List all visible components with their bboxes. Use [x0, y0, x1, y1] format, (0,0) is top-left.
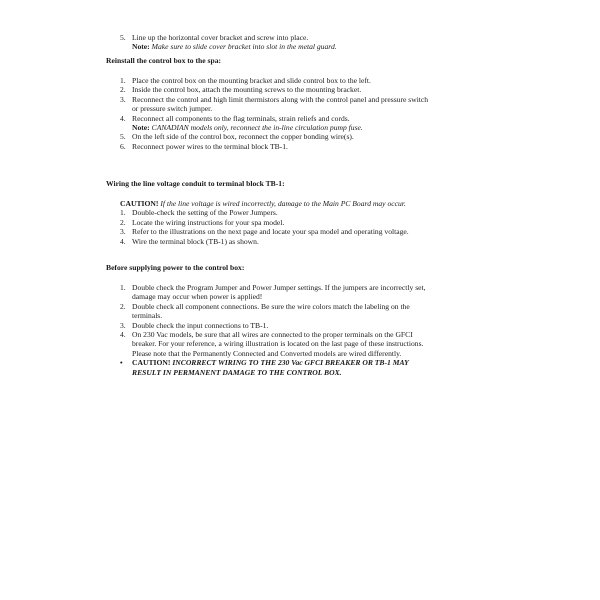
- list-item: [120, 208, 520, 217]
- item-number: 4.: [120, 236, 126, 246]
- item-text: Reconnect the control and high limit thermistors along with the control panel and pressure switch: [132, 94, 429, 104]
- item-text: Locate the wiring instructions for your spa model.: [132, 217, 285, 227]
- list-item: [120, 237, 520, 246]
- list-item: [120, 33, 520, 52]
- item-text: Double check the Program Jumper and Power Jumper settings. If the jumpers are incorrectly set,: [132, 283, 426, 292]
- item-number: 6.: [120, 141, 126, 151]
- step-5-block: [120, 33, 520, 52]
- item-text: On 230 Vac models, be sure that all wires are connected to the proper terminals on the GFCI: [132, 330, 413, 340]
- item-number: 2.: [120, 217, 126, 227]
- list-item: [120, 142, 520, 151]
- item-text-cont: or pressure switch jumper.: [132, 104, 213, 114]
- note-label: Note:: [132, 123, 150, 133]
- item-number: 2.: [120, 301, 126, 311]
- wiring-block: [120, 199, 520, 246]
- section-heading-reinstall: Reinstall the control box to the spa:: [106, 56, 222, 65]
- before-list: [120, 283, 520, 377]
- reinstall-list: [120, 76, 520, 151]
- list-item: [120, 132, 520, 141]
- item-text: Double-check the setting of the Power Jumpers.: [132, 208, 278, 218]
- list-item: [120, 76, 520, 85]
- list-item: [120, 95, 520, 114]
- item-text: Double check all component connections. Be sure the wire colors match the labeling on the: [132, 301, 410, 311]
- note-line: [132, 42, 520, 51]
- item-number: 1.: [120, 76, 126, 85]
- item-text: On the left side of the control box, reconnect the copper bonding wire(s).: [132, 132, 354, 142]
- section-heading-before: Before supplying power to the control box:: [106, 263, 245, 272]
- item-number: 5.: [120, 33, 126, 42]
- item-text: Inside the control box, attach the mounting screws to the mounting bracket.: [132, 85, 362, 95]
- note-line: [132, 123, 520, 132]
- caution-line: [120, 199, 520, 208]
- item-text-cont: breaker. For your reference, a wiring illustration is located on the last page of these instructions.: [132, 339, 424, 349]
- item-text: Wire the terminal block (TB-1) as shown.: [132, 236, 259, 246]
- item-text-cont: Please note that the Permanently Connected and Converted models are wired differently.: [132, 348, 402, 358]
- list-item: [120, 321, 520, 330]
- list-item: [120, 283, 520, 302]
- section-heading-wiring: Wiring the line voltage conduit to terminal block TB-1:: [106, 179, 285, 188]
- caution-label: CAUTION!: [120, 199, 159, 208]
- item-number: 1.: [120, 283, 126, 292]
- item-number: 3.: [120, 227, 126, 237]
- caution-bullet-item: [120, 358, 520, 377]
- item-number: 4.: [120, 330, 126, 340]
- list-item: [120, 218, 520, 227]
- note-text: CANADIAN models only, reconnect the in-line circulation pump fuse.: [151, 123, 363, 133]
- item-text: Reconnect all components to the flag terminals, strain reliefs and cords.: [132, 113, 350, 123]
- list-item: [120, 302, 520, 321]
- caution-label: CAUTION!: [132, 358, 171, 368]
- item-text: Place the control box on the mounting bracket and slide control box to the left.: [132, 76, 371, 85]
- item-number: 1.: [120, 208, 126, 218]
- item-text: Line up the horizontal cover bracket and screw into place.: [132, 33, 309, 42]
- item-text-cont: damage may occur when power is applied!: [132, 292, 263, 302]
- item-text: Refer to the illustrations on the next page and locate your spa model and operating voltage.: [132, 227, 409, 237]
- item-text: Reconnect power wires to the terminal block TB-1.: [132, 141, 288, 151]
- list-item: [120, 330, 520, 358]
- list-item: [120, 85, 520, 94]
- caution-text-cont: RESULT IN PERMANENT DAMAGE TO THE CONTROL BOX.: [132, 367, 342, 377]
- item-number: 3.: [120, 320, 126, 330]
- item-text: Double check the input connections to TB-1.: [132, 320, 269, 330]
- item-number: 5.: [120, 132, 126, 142]
- item-number: 3.: [120, 94, 126, 104]
- bullet-icon: •: [120, 358, 123, 368]
- list-item: [120, 114, 520, 133]
- item-text-cont: terminals.: [132, 311, 163, 321]
- note-label: Note:: [132, 42, 150, 52]
- caution-text: If the line voltage is wired incorrectly, damage to the Main PC Board may occur.: [160, 199, 406, 208]
- item-number: 4.: [120, 113, 126, 123]
- note-text: Make sure to slide cover bracket into slot in the metal guard.: [151, 42, 337, 52]
- list-item: [120, 227, 520, 236]
- caution-text: INCORRECT WIRING TO THE 230 Vac GFCI BREAKER OR TB-1 MAY: [172, 358, 409, 368]
- item-number: 2.: [120, 85, 126, 95]
